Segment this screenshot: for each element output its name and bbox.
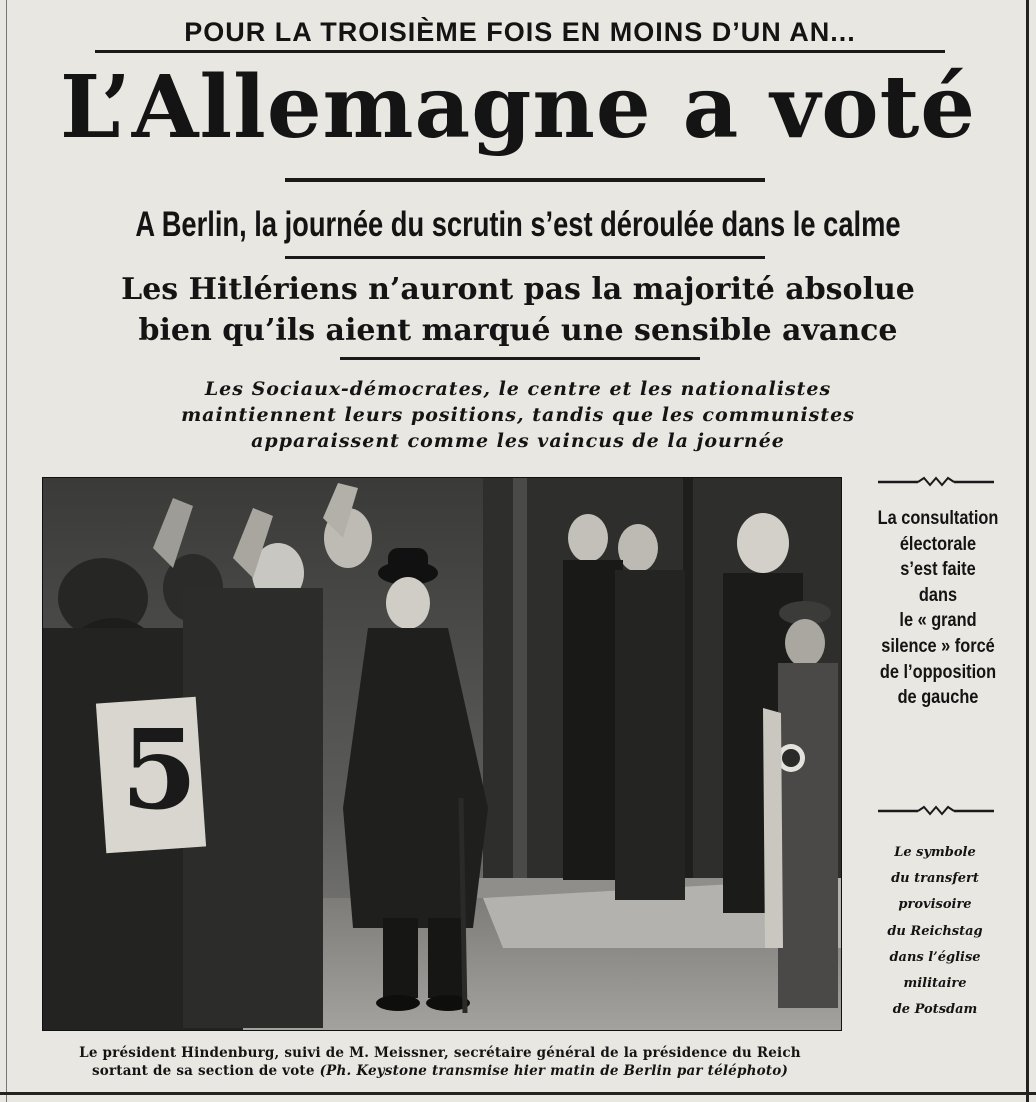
caption-line-2-plain: sortant de sa section de vote bbox=[91, 1063, 315, 1079]
divider-rule bbox=[340, 357, 700, 360]
caption-line-2 bbox=[30, 1062, 850, 1080]
sidebar-line: le « grand bbox=[899, 610, 977, 632]
deck-line-1: Les Sociaux-démocrates, le centre et les nationalistes bbox=[204, 378, 832, 400]
sidebar-line: silence » forcé bbox=[881, 635, 995, 657]
column-rule-right bbox=[1026, 0, 1029, 1102]
subtitle: A Berlin, la journée du scrutin s’est déroulée dans le calme bbox=[135, 205, 901, 244]
sidebar-line: dans bbox=[918, 584, 958, 606]
sidebar-line: La consultation bbox=[877, 508, 999, 529]
sidebar-line: de l’opposition bbox=[879, 661, 997, 683]
photo-illustration bbox=[43, 478, 841, 1030]
sidebar-italic-line: provisoire bbox=[898, 897, 972, 913]
sidebar-italic-line: du Reichstag bbox=[887, 923, 983, 939]
sidebar-italic-line: du transfert bbox=[891, 871, 979, 887]
deck-line-2: maintiennent leurs positions, tandis que les communistes bbox=[181, 404, 855, 426]
sidebar-line: de gauche bbox=[897, 687, 979, 709]
ornament-divider bbox=[878, 476, 994, 488]
sidebar-line: électorale bbox=[899, 533, 977, 555]
sidebar-line: s’est faite bbox=[900, 559, 976, 581]
ornament-divider bbox=[878, 805, 994, 817]
kicker-headline: POUR LA TROISIÈME FOIS EN MOINS D’UN AN... bbox=[95, 16, 945, 53]
sign-number: 5 bbox=[121, 705, 198, 834]
column-rule-left bbox=[6, 0, 7, 1102]
sidebar-italic-line: de Potsdam bbox=[892, 1002, 978, 1018]
caption-line-1: Le président Hindenburg, suivi de M. Meissner, secrétaire général de la présidence du Reich bbox=[79, 1045, 801, 1061]
sidebar-italic-text bbox=[860, 840, 1010, 1023]
news-photo bbox=[42, 477, 842, 1031]
deck-line-3: apparaissent comme les vaincus de la journée bbox=[251, 430, 785, 452]
caption-credit: (Ph. Keystone transmise hier matin de Berlin par téléphoto) bbox=[319, 1063, 789, 1079]
sidebar-text bbox=[858, 506, 1018, 711]
main-title: L’Allemagne a voté bbox=[59, 57, 977, 158]
sidebar-italic-line: militaire bbox=[903, 976, 967, 992]
divider-rule bbox=[285, 256, 765, 259]
photo-caption bbox=[30, 1044, 850, 1080]
sidebar-italic-line: dans l’église bbox=[889, 949, 981, 965]
divider-rule bbox=[285, 178, 765, 182]
headline-line-1: Les Hitlériens n’auront pas la majorité absolue bbox=[121, 272, 915, 307]
sidebar-italic-line: Le symbole bbox=[894, 845, 976, 860]
bottom-rule bbox=[0, 1092, 1036, 1095]
headline-line-2: bien qu’ils aient marqué une sensible avance bbox=[138, 313, 898, 348]
